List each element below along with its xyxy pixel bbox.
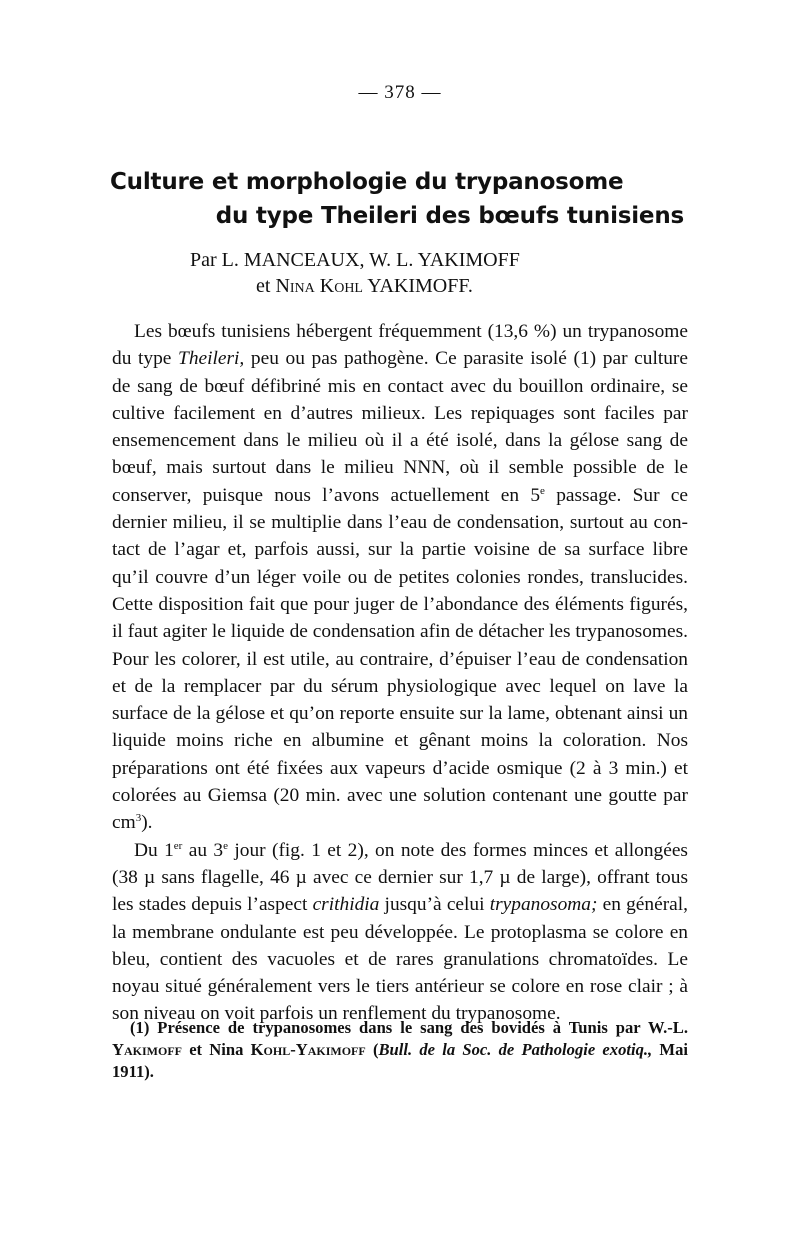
footnote-text-c: ( — [365, 1040, 379, 1059]
footnote-author-2: Kohl-Yakimoff — [250, 1040, 366, 1059]
authors-block — [190, 247, 610, 299]
footnote-text-d: Mai 1911). — [112, 1040, 688, 1081]
authors-line-1 — [190, 247, 610, 273]
p1-superscript-e: e — [540, 484, 545, 497]
p2-text-e: en général, la membrane ondulante est peu développée. Le protoplasma se colore en bleu, contient des vacuoles et de rares granulations chromatoïdes. Le noyau situé généralement vers le tiers antérieur se colore en rose clair ; à son niveau on voit parfois un renflement du trypanosome. — [112, 894, 688, 1025]
p2-text-c: jour (fig. 1 et 2), on note des formes minces et allongées (38 µ sans flagelle, 46 µ avec ce dernier sur 1,7 µ de large), offrant tous les stades depuis l’aspect — [112, 839, 688, 916]
p1-italic-theileri: Theileri, — [178, 348, 245, 370]
article-body — [112, 318, 688, 1028]
authors-last: YAKIMOFF. — [367, 275, 473, 297]
authors-given: Nina Kohl — [275, 275, 363, 297]
footnote-1 — [112, 1017, 688, 1083]
authors-first: MANCEAUX, W. L. YAKIMOFF — [243, 249, 520, 271]
p2-text-b: au 3 — [182, 839, 224, 861]
article-title-line-2: du type Theileri des bœufs tunisiens — [215, 203, 684, 229]
p2-superscript-e: e — [223, 839, 228, 852]
p1-superscript-3: 3 — [135, 812, 142, 825]
footnote-journal: Bull. de la Soc. de Pathologie exotiq., — [378, 1040, 653, 1059]
page-number: — 378 — — [358, 82, 442, 103]
p2-superscript-er: er — [173, 839, 183, 852]
authors-et: et — [256, 275, 271, 297]
p2-italic-trypanosoma: trypanosoma; — [489, 894, 598, 916]
authors-line-2 — [190, 273, 610, 299]
article-title-line-1: Culture et morphologie du trypanosome — [110, 169, 624, 195]
authors-prefix: Par L. — [190, 249, 239, 271]
paragraph-2 — [112, 837, 688, 1028]
footnote — [112, 1017, 688, 1083]
p1-text-d: ). — [141, 812, 153, 834]
p1-text-c: passage. Sur ce dernier milieu, il se multiplie dans l’eau de condensation, surtout au contact de l’agar et, parfois aussi, sur la partie voisine de sa surface libre qu’il couvre d’un léger voile ou de petites colonies rondes, translucides. Cette disposition fait que pour juger de l’abondance des éléments figurés, il faut agiter le liquide de condensation afin de détacher les trypanosomes. Pour les colorer, il est utile, au contraire, d’épuiser l’eau de condensation et de la remplacer par du sérum physiologique avec lequel on lave la surface de la gélose et qu’on reporte ensuite sur la lame, obtenant ainsi un liquide moins riche en albumine et gênant moins la coloration. Nos préparations ont été fixées aux vapeurs d’acide osmique (2 à 3 min.) et colorées au Giemsa (20 min. avec une solution contenant une goutte par cm — [112, 484, 688, 834]
footnote-author-1: Yakimoff — [112, 1040, 182, 1059]
footnote-text-b: et Nina — [181, 1040, 251, 1059]
p1-text-b: peu ou pas pathogène. Ce parasite isolé (1) par culture de sang de bœuf défibriné mis en contact avec du bouillon ordinaire, se cultive facilement en d’autres milieux. Les repiquages sont faciles par ensemencement dans le milieu où il a été isolé, dans la gélose sang de bœuf, mais surtout dans le milieu NNN, où il semble possible de le conserver, puisque nous l’avons actuellement en 5 — [112, 348, 688, 506]
p2-text-a: Du 1 — [134, 839, 174, 861]
footnote-text-a: (1) Présence de trypanosomes dans le sang des bovidés à Tunis par W.-L. — [130, 1018, 688, 1037]
paragraph-1 — [112, 318, 688, 837]
p2-italic-crithidia: crithidia — [312, 894, 380, 916]
p1-text-a: Les bœufs tunisiens hébergent fréquemment (13,6 %) un trypanosome du type — [112, 321, 688, 370]
p2-text-d: jusqu’à celui — [379, 894, 490, 916]
